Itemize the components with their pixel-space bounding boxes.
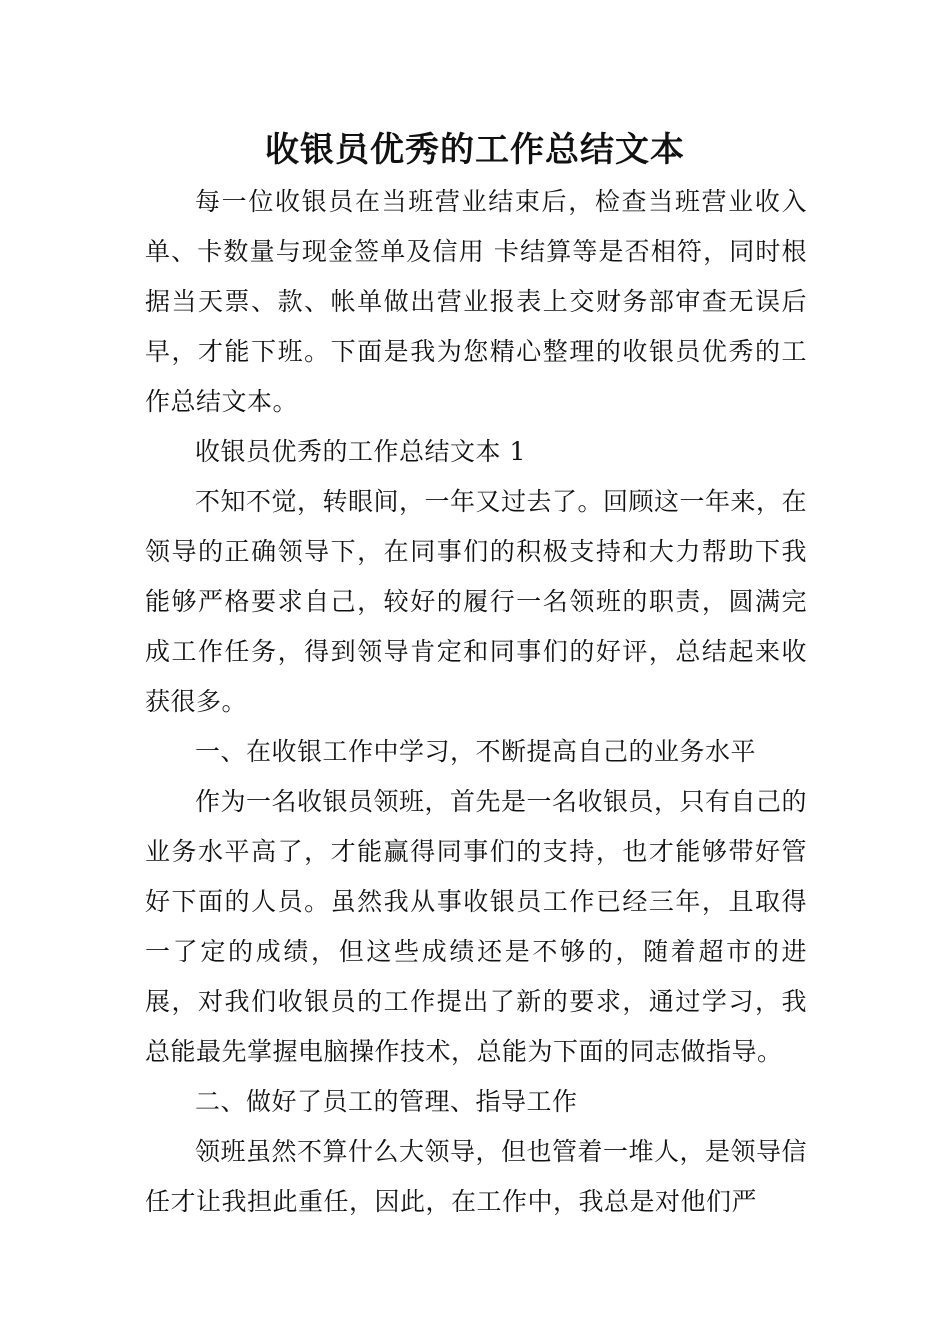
body-paragraph: 作为一名收银员领班，首先是一名收银员，只有自己的业务水平高了，才能赢得同事们的支持，也才能够带好管好下面的人员。虽然我从事收银员工作已经三年，且取得一了定的成绩，但这些成绩还是不够的，随着超市的进展，对我们收银员的工作提出了新的要求，通过学习，我总能最先掌握电脑操作技术，总能为下面的同志做指导。: [145, 787, 808, 1066]
section-heading: 收银员优秀的工作总结文本 1: [195, 437, 526, 466]
document-body: [145, 177, 807, 1227]
document-title: 收银员优秀的工作总结文本: [265, 130, 685, 170]
intro-paragraph: 每一位收银员在当班营业结束后，检查当班营业收入单、卡数量与现金签单及信用 卡结算等是否相符，同时根据当天票、款、帐单做出营业报表上交财务部审查无误后早，才能下班。下面是我为您精心整理的收银员优秀的工作总结文本。: [145, 187, 807, 416]
body-paragraph: 不知不觉，转眼间，一年又过去了。回顾这一年来，在领导的正确领导下，在同事们的积极支持和大力帮助下我能够严格要求自己，较好的履行一名领班的职责，圆满完成工作任务，得到领导肯定和同事们的好评，总结起来收获很多。: [145, 487, 808, 716]
body-paragraph: 领班虽然不算什么大领导，但也管着一堆人，是领导信任才让我担此重任，因此，在工作中，我总是对他们严: [145, 1137, 808, 1216]
subsection-heading: 一、在收银工作中学习，不断提高自己的业务水平: [195, 737, 757, 766]
subsection-heading: 二、做好了员工的管理、指导工作: [195, 1087, 578, 1116]
